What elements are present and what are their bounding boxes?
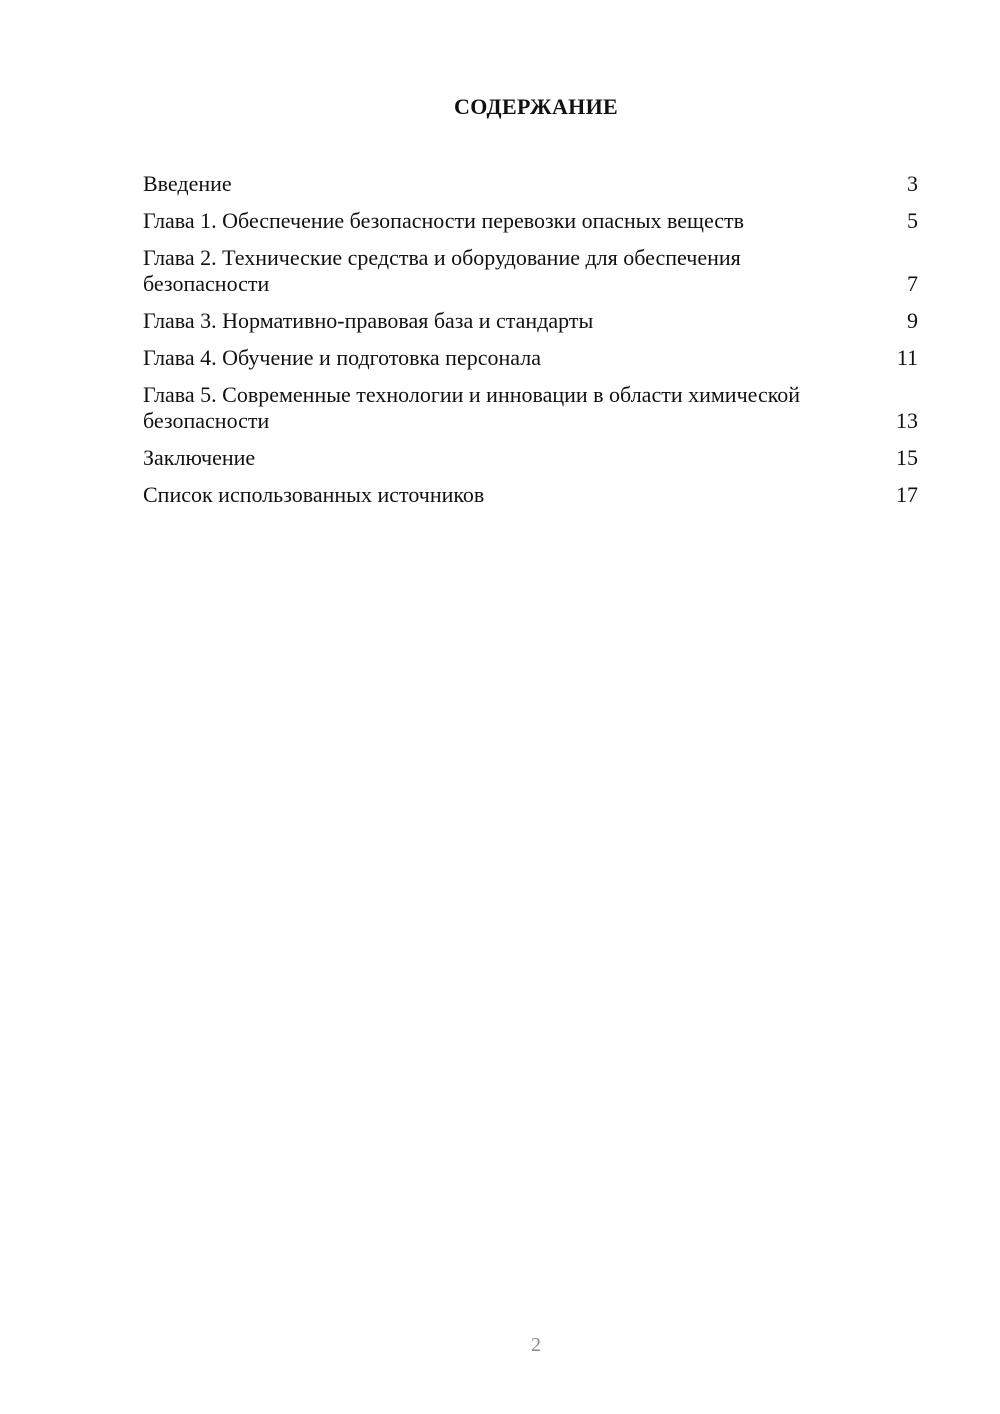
toc-entry-chapter-1 xyxy=(143,208,918,234)
toc-entry-chapter-5 xyxy=(143,382,918,434)
toc-entry-page: 9 xyxy=(907,308,918,333)
toc-entry-page: 17 xyxy=(896,482,918,507)
toc-entry-label: Список использованных источников xyxy=(143,482,485,507)
toc-entry-label: Глава 5. Современные технологии и инновации в области химической безопасности xyxy=(143,382,801,433)
toc-entry-page: 15 xyxy=(896,445,918,470)
toc-title: СОДЕРЖАНИЕ xyxy=(454,94,618,119)
toc-entry-page: 3 xyxy=(907,171,918,196)
toc-entry-page: 5 xyxy=(907,208,918,233)
toc-entry-label: Глава 2. Технические средства и оборудование для обеспечения безопасности xyxy=(143,245,741,296)
table-of-contents xyxy=(143,171,918,519)
toc-entry-chapter-4 xyxy=(143,345,918,371)
toc-entry-conclusion xyxy=(143,445,918,471)
toc-entry-references xyxy=(143,482,918,508)
toc-entry-label: Глава 1. Обеспечение безопасности перевозки опасных веществ xyxy=(143,208,745,233)
toc-entry-label: Глава 3. Нормативно-правовая база и стандарты xyxy=(143,308,594,333)
toc-entry-page: 13 xyxy=(896,408,918,433)
toc-entry-introduction xyxy=(143,171,918,197)
toc-entry-label: Заключение xyxy=(143,445,256,470)
toc-entry-page: 11 xyxy=(896,345,918,370)
toc-entry-label: Введение xyxy=(143,171,232,196)
toc-entry-chapter-3 xyxy=(143,308,918,334)
toc-entry-page: 7 xyxy=(907,271,918,296)
page-number: 2 xyxy=(531,1334,541,1356)
toc-entry-chapter-2 xyxy=(143,245,918,297)
toc-entry-label: Глава 4. Обучение и подготовка персонала xyxy=(143,345,541,370)
